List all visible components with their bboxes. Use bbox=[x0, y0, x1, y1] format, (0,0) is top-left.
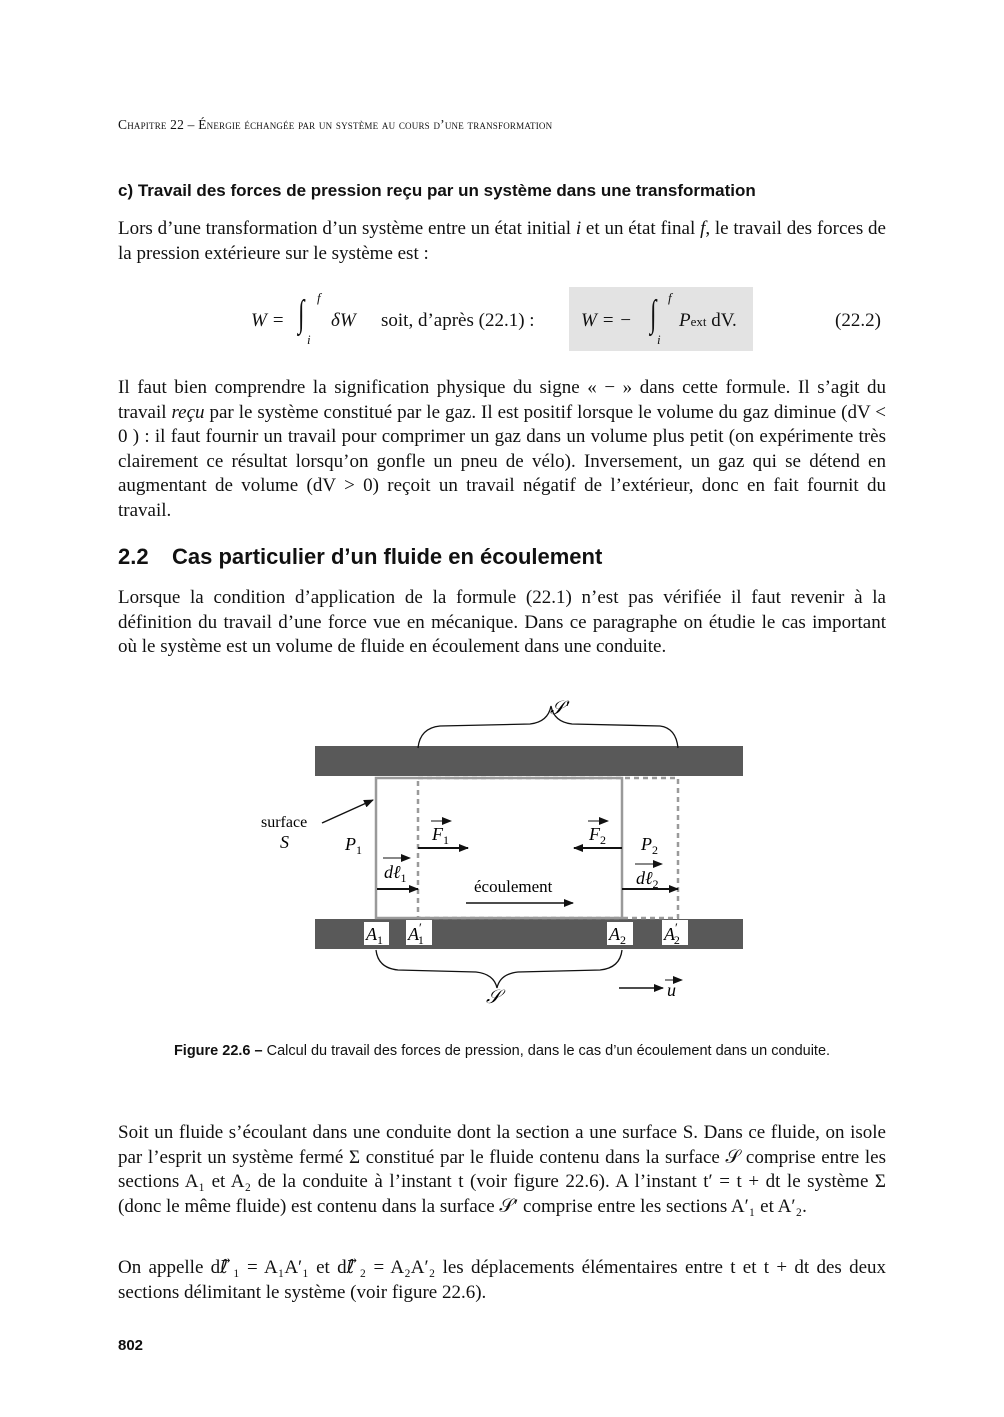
brace-S-prime bbox=[418, 706, 678, 748]
eq-lhs: W = bbox=[251, 310, 285, 331]
eq-upper-limit: f bbox=[317, 290, 321, 305]
label-flow: écoulement bbox=[474, 877, 553, 896]
label-P1: $P_1$ bbox=[345, 834, 362, 857]
eq-connector: soit, d’après (22.1) : bbox=[381, 310, 535, 331]
paragraph-intro: Lors d’une transformation d’un système entre un état initial i et un état final f, le travail des forces de la pression extérieure sur le système est : bbox=[118, 218, 886, 264]
page-number: 802 bbox=[118, 1337, 144, 1354]
label-A2: $A_2$ bbox=[609, 924, 626, 947]
eq-upper-limit-2: f bbox=[668, 290, 672, 305]
integral-sign-2: ∫ bbox=[650, 293, 657, 335]
label-S: S bbox=[280, 832, 289, 852]
paragraph-system: Soit un fluide s’écoulant dans une conduite dont la section a une surface S. Dans ce fluide, on isole par l’esprit un système fermé Σ constitué par le fluide contenu dans la surface 𝒮 comprise entre les sections A₁ et A₂ de la conduite à l’instant t (voir figure 22.6). A l’instant t′ = t + dt le système Σ (donc le même fluide) est contenu dans la surface 𝒮′ comprise entre les sections A′₁ et A′₂. bbox=[118, 1122, 886, 1217]
eq-boxed-lhs: W = − bbox=[581, 310, 632, 331]
caption-text: Calcul du travail des forces de pression, dans le cas d’un écoulement dans un conduite. bbox=[262, 1043, 831, 1059]
integral-sign: ∫ bbox=[298, 293, 305, 335]
label-F2: $F_2$ bbox=[589, 824, 606, 847]
paragraph-sign: Il faut bien comprendre la signification physique du signe « − » dans cette formule. Il s’agit du travail reçu par le système constitué par le gaz. Il est positif lorsque le volume du gaz diminue (dV < 0 ) : il faut fournir un travail pour comprimer un gaz dans un volume plus petit (on expérimente très clairement ce résultat lorsqu’on gonfle un pneu de vélo). Inversement, un gaz qui se détend en augmentant de volume (dV > 0) reçoit un travail négatif de l’extérieur, donc en fait fournit du travail. bbox=[118, 377, 886, 521]
label-sigma: 𝒮 bbox=[486, 987, 501, 1008]
chapter-title: Énergie échangée par un système au cours d’une transformation bbox=[198, 117, 553, 132]
brace-S bbox=[376, 950, 622, 988]
label-dl1: dℓ$_1$ bbox=[384, 862, 407, 885]
label-dl2: dℓ$_2$ bbox=[636, 868, 659, 891]
figure-caption bbox=[150, 1040, 854, 1062]
eq-number: (22.2) bbox=[835, 310, 881, 331]
chapter-label: Chapitre 22 – bbox=[118, 117, 199, 132]
caption-label: Figure 22.6 – bbox=[173, 1043, 263, 1059]
label-P2: $P_2$ bbox=[641, 834, 658, 857]
section-title: Cas particulier d’un fluide en écoulement bbox=[172, 544, 603, 569]
pipe-top-wall bbox=[315, 746, 743, 776]
label-F1: $F_1$ bbox=[432, 824, 449, 847]
label-A1-prime: A′ 1 bbox=[408, 920, 424, 947]
label-sigma-prime: 𝒮′ bbox=[550, 698, 569, 719]
paragraph-displacements: On appelle dℓ⃗₁ = A₁A′₁ et dℓ⃗₂ = A₂A′₂ les déplacements élémentaires entre t et t + dt des deux sections délimitant le système (voir figure 22.6). bbox=[118, 1257, 886, 1303]
surface-pointer-arrow bbox=[322, 800, 373, 823]
subsection-heading: c) Travail des forces de pression reçu par un système dans une transformation bbox=[118, 181, 756, 200]
label-u: u bbox=[667, 980, 676, 1000]
paragraph-fluid: Lorsque la condition d’application de la formule (22.1) n’est pas vérifiée il faut revenir à la définition du travail d’une force vue en mécanique. Dans ce paragraphe on étudie le cas important où le système est un volume de fluide en écoulement dans une conduite. bbox=[118, 587, 886, 657]
section-number: 2.2 bbox=[118, 544, 149, 569]
eq-boxed-integrand: Pext dV. bbox=[679, 310, 737, 331]
eq-lower-limit: i bbox=[307, 332, 311, 347]
label-surface: surface bbox=[261, 814, 308, 831]
eq-lower-limit-2: i bbox=[657, 332, 661, 347]
label-A2-prime: A′ 2 bbox=[664, 920, 680, 947]
label-A1: $A_1$ bbox=[366, 924, 383, 947]
eq-integrand: δW bbox=[331, 310, 356, 331]
